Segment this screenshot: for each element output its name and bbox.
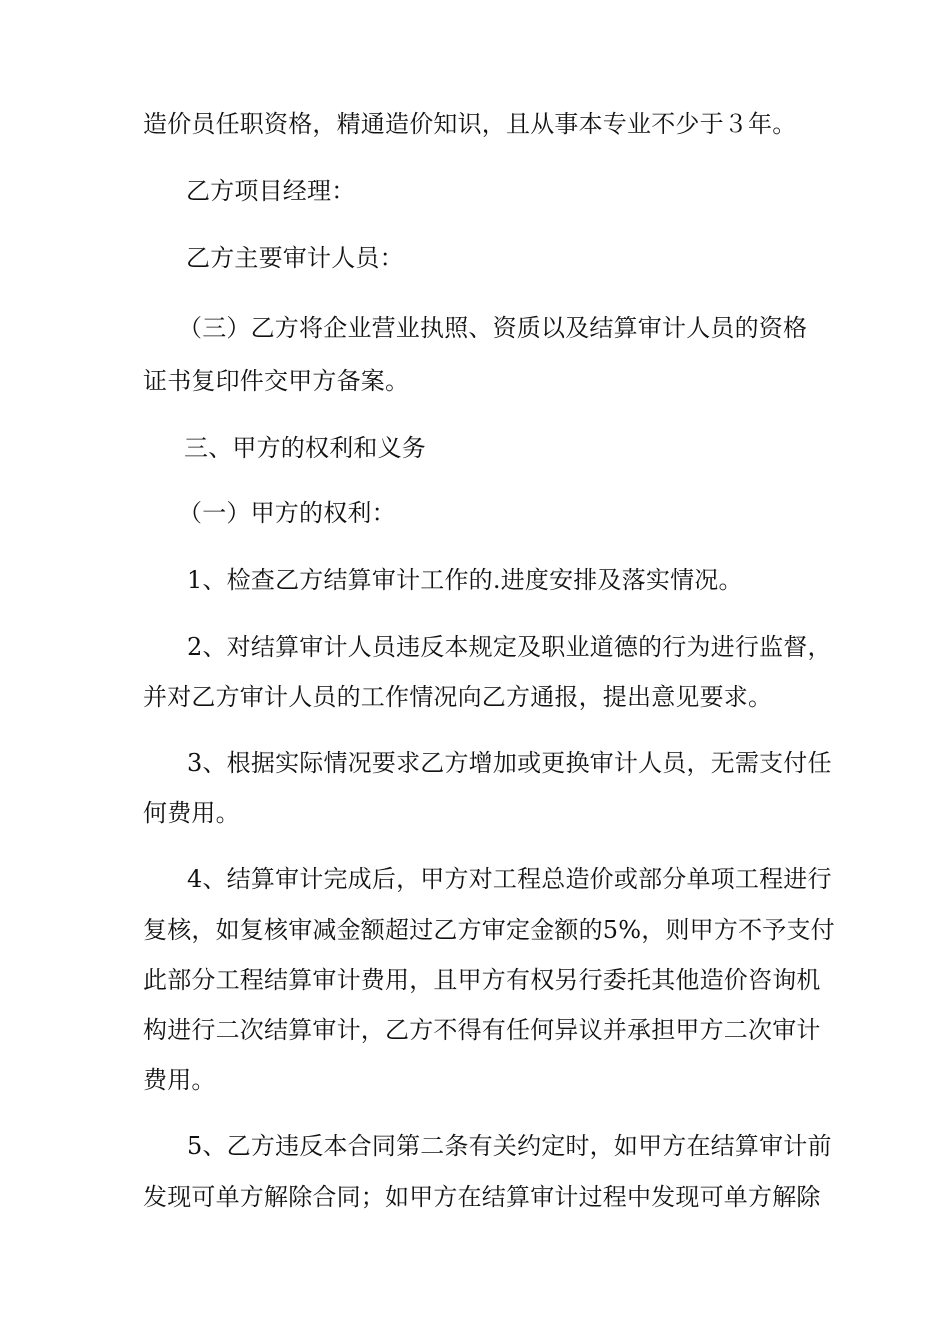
text-line: 造价员任职资格，精通造价知识，且从事本专业不少于３年。 bbox=[143, 110, 797, 138]
text-line: 乙方主要审计人员： bbox=[186, 244, 404, 272]
text-line: 乙方项目经理： bbox=[186, 177, 356, 205]
text-line: 5、乙方违反本合同第二条有关约定时，如甲方在结算审计前 bbox=[187, 1132, 832, 1160]
text-line: （三）乙方将企业营业执照、资质以及结算审计人员的资格 bbox=[178, 314, 808, 342]
text-line: 并对乙方审计人员的工作情况向乙方通报，提出意见要求。 bbox=[143, 683, 773, 711]
text-line: 证书复印件交甲方备案。 bbox=[143, 367, 410, 395]
text-line: 复核，如复核审减金额超过乙方审定金额的5%，则甲方不予支付 bbox=[143, 916, 835, 944]
text-line: 何费用。 bbox=[143, 799, 240, 827]
text-line: 4、结算审计完成后，甲方对工程总造价或部分单项工程进行 bbox=[187, 865, 832, 893]
subsection-heading: （一）甲方的权利： bbox=[178, 499, 396, 527]
text-line: 2、对结算审计人员违反本规定及职业道德的行为进行监督， bbox=[187, 633, 832, 661]
text-line: 3、根据实际情况要求乙方增加或更换审计人员，无需支付任 bbox=[187, 749, 832, 777]
text-line: 1、检查乙方结算审计工作的.进度安排及落实情况。 bbox=[187, 566, 743, 594]
text-line: 构进行二次结算审计，乙方不得有任何异议并承担甲方二次审计 bbox=[143, 1016, 821, 1044]
section-heading: 三、甲方的权利和义务 bbox=[184, 434, 426, 462]
text-line: 此部分工程结算审计费用，且甲方有权另行委托其他造价咨询机 bbox=[143, 966, 821, 994]
text-line: 费用。 bbox=[143, 1066, 216, 1094]
text-line: 发现可单方解除合同；如甲方在结算审计过程中发现可单方解除 bbox=[143, 1183, 821, 1211]
